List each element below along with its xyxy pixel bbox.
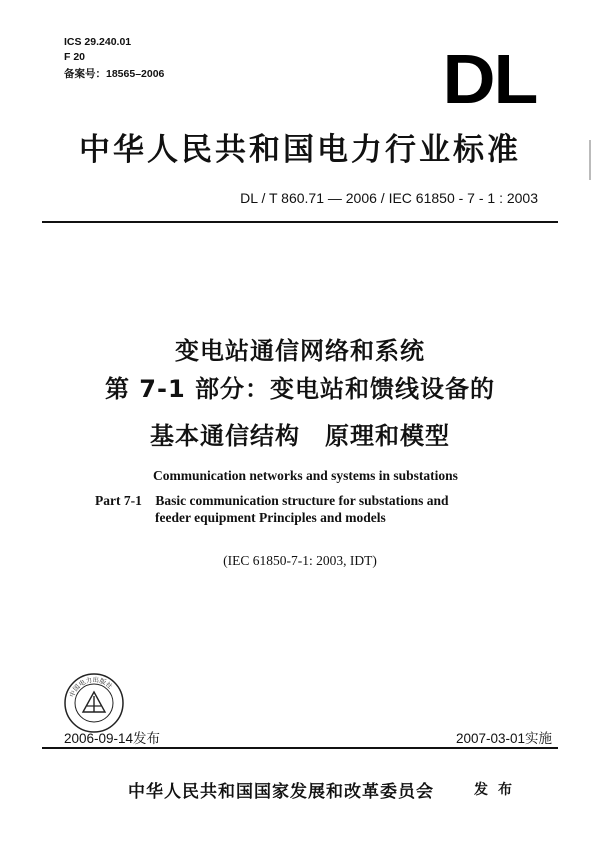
- english-title-line-2: Part 7-1 Basic communication structure for substations and: [95, 493, 449, 508]
- chinese-title-line-1: 变电站通信网络和系统: [175, 337, 425, 365]
- record-number: 备案号：18565–2006: [64, 68, 165, 80]
- ics-code: ICS 29.240.01: [64, 36, 132, 48]
- svg-text:中国电力出版社: 中国电力出版社: [67, 675, 114, 699]
- scan-edge-mark: [589, 140, 591, 180]
- publish-label: 发布: [474, 782, 522, 798]
- identity-statement: (IEC 61850-7-1: 2003, IDT): [223, 553, 377, 568]
- english-title-line-3: feeder equipment Principles and models: [155, 510, 386, 525]
- issuing-authority: 中华人民共和国国家发展和改革委员会: [128, 782, 434, 802]
- english-title-line-1: Communication networks and systems in substations: [153, 468, 458, 483]
- implementation-date: 2007-03-01实施: [455, 731, 552, 746]
- standard-category-title: 中华人民共和国电力行业标准: [79, 132, 521, 168]
- chinese-title-line-3: 基本通信结构 原理和模型: [150, 422, 450, 450]
- bottom-divider: [42, 747, 558, 749]
- issue-date: 2006-09-14发布: [64, 731, 161, 746]
- chinese-title-line-2: 第 7-1 部分：变电站和馈线设备的: [104, 375, 496, 403]
- standard-number: DL / T 860.71 — 2006 / IEC 61850 - 7 - 1 : 2003: [240, 190, 538, 206]
- top-divider: [42, 221, 558, 223]
- classification-code: F 20: [64, 51, 86, 63]
- dl-logo: DL: [442, 40, 537, 118]
- publisher-seal-icon: [63, 672, 125, 734]
